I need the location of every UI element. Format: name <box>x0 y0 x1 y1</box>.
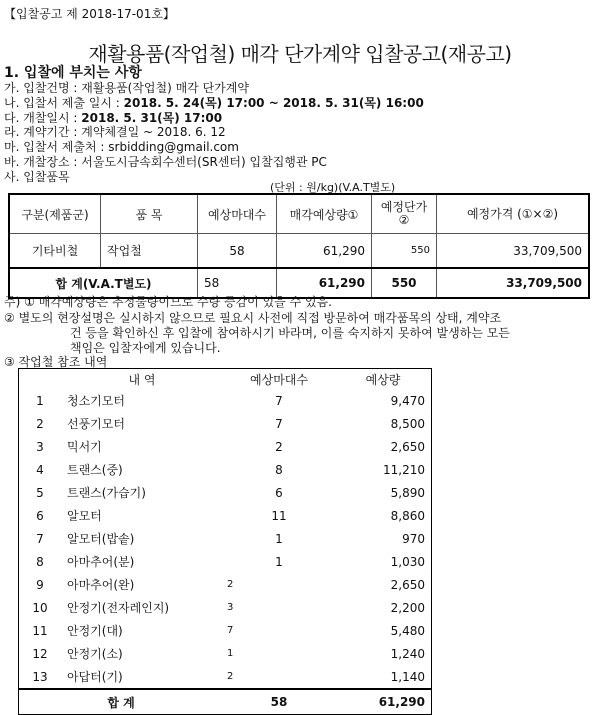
sum-price: 550 <box>372 268 437 298</box>
cell: 4 <box>36 462 44 477</box>
table-header-row <box>19 369 432 390</box>
col-header: 구분(제품군) <box>9 194 101 234</box>
cell: 1,030 <box>390 554 425 569</box>
cell: 8,860 <box>390 508 425 523</box>
col-header: 품 목 <box>101 194 198 234</box>
cell: 8 <box>36 554 44 569</box>
cell: 9 <box>36 577 44 592</box>
col-header: 예상량 <box>365 372 401 387</box>
col-header: 예정가격 (①×②) <box>437 194 590 234</box>
sum-bags: 58 <box>198 268 277 298</box>
col-header: 매각예상량① <box>277 194 372 234</box>
cell: 11 <box>32 623 48 638</box>
cell: 6 <box>36 508 44 523</box>
cell: 58 <box>198 234 277 269</box>
cell: 1 <box>227 648 234 659</box>
cell: 7 <box>227 625 234 636</box>
cell: 2 <box>36 416 44 431</box>
table-row <box>19 665 432 689</box>
cell: 3 <box>227 602 234 613</box>
cell: 3 <box>36 439 44 454</box>
cell: 11 <box>271 508 287 523</box>
cell: 작업철 <box>101 234 198 269</box>
detail-table <box>18 368 432 715</box>
cell: 6 <box>275 485 283 500</box>
cell: 2,650 <box>390 577 425 592</box>
table-row <box>19 412 432 435</box>
sum-bags: 58 <box>223 689 335 715</box>
note-line: 책임은 입찰자에게 있습니다. <box>70 341 221 355</box>
notice-number: 【입찰공고 제 2018-17-01호】 <box>4 7 175 21</box>
table-row <box>19 435 432 458</box>
unit-note: (단위 : 원/kg)(V.A.T별도) <box>270 181 396 194</box>
table-header-row <box>9 194 589 234</box>
cell: 1,140 <box>390 669 425 684</box>
section-heading: 1. 입찰에 부치는 사항 <box>4 65 142 81</box>
cell: 알모터 <box>67 509 102 523</box>
table-row <box>19 527 432 550</box>
cell: 믹서기 <box>67 440 102 454</box>
col-header: 내 역 <box>128 372 156 387</box>
cell: 5,480 <box>390 623 425 638</box>
col-header <box>19 369 62 390</box>
cell: 안정기(전자레인지) <box>67 601 170 615</box>
cell: 아답터(기) <box>67 670 123 684</box>
table-row <box>19 481 432 504</box>
cell: 2,200 <box>390 600 425 615</box>
info-label: 라. 계약기간 : <box>4 125 82 140</box>
info-value: 2018. 5. 24(목) 17:00 ~ 2018. 5. 31(목) 16:00 <box>123 95 424 110</box>
sum-label: 합 계(V.A.T별도) <box>9 268 198 298</box>
info-label: 다. 개찰일시 : <box>4 110 82 125</box>
info-line <box>4 168 70 185</box>
table-row <box>19 458 432 481</box>
info-value: 재활용품(작업철) 매각 단가계약 <box>81 81 249 95</box>
cell: 안정기(대) <box>67 624 123 638</box>
cell: 2 <box>275 439 283 454</box>
cell: 선풍기모터 <box>67 417 125 431</box>
cell: 아마추어(분) <box>67 555 135 569</box>
cell: 트랜스(중) <box>67 463 123 477</box>
table-row <box>19 619 432 642</box>
info-value: 서울도시금속회수센터(SR센터) 입찰집행관 PC <box>81 155 327 169</box>
cell: 8 <box>275 462 283 477</box>
table-row <box>9 234 589 269</box>
cell: 2 <box>227 671 234 682</box>
cell: 5 <box>36 485 44 500</box>
cell: 11,210 <box>383 462 425 477</box>
table-row <box>19 642 432 665</box>
info-label: 바. 개찰장소 : <box>4 155 82 169</box>
cell: 트랜스(가습기) <box>67 486 146 500</box>
cell: 7 <box>275 393 283 408</box>
info-label: 마. 입찰서 제출처 : <box>4 140 109 155</box>
cell: 61,290 <box>277 234 372 269</box>
info-label: 가. 입찰건명 : <box>4 81 82 95</box>
info-value: 2018. 5. 31(목) 17:00 <box>81 110 223 125</box>
info-value: srbidding@gmail.com <box>108 140 239 155</box>
sum-total: 33,709,500 <box>437 268 590 298</box>
cell: 안정기(소) <box>67 647 123 661</box>
table-row <box>19 389 432 412</box>
table-row <box>19 596 432 619</box>
sum-qty: 61,290 <box>335 689 432 715</box>
cell: 2,650 <box>390 439 425 454</box>
col-header: 예상마대수 <box>250 372 308 387</box>
cell: 1 <box>275 531 283 546</box>
col-header: 예상마대수 <box>198 194 277 234</box>
cell: 1 <box>275 554 283 569</box>
cell: 알모터(밥솥) <box>67 532 135 546</box>
cell: 1,240 <box>390 646 425 661</box>
cell: 1 <box>36 393 44 408</box>
col-header: 예정단가 ② <box>372 194 437 234</box>
item-table <box>8 193 590 299</box>
cell: 13 <box>32 669 48 684</box>
info-label: 나. 입찰서 제출 일시 : <box>4 95 124 110</box>
sum-label: 합 계 <box>19 689 224 715</box>
cell: 청소기모터 <box>67 394 125 408</box>
cell: 12 <box>32 646 48 661</box>
table-row <box>19 550 432 573</box>
cell: 8,500 <box>390 416 425 431</box>
table-row <box>19 573 432 596</box>
page-title: 재활용품(작업철) 매각 단가계약 입찰공고(재공고) <box>88 42 512 66</box>
cell: 5,890 <box>390 485 425 500</box>
cell: 7 <box>36 531 44 546</box>
cell: 아마추어(완) <box>67 578 135 592</box>
cell: 33,709,500 <box>437 234 590 269</box>
cell: 10 <box>32 600 48 615</box>
cell: 550 <box>372 234 437 269</box>
info-label: 사. 입찰품목 <box>4 169 70 184</box>
note-line: 주) ① 매각예상량은 추정물량이므로 수량 증감이 있을 수 있음. <box>4 295 332 309</box>
cell: 7 <box>275 416 283 431</box>
note-line: ② 별도의 현장설명은 실시하지 않으므로 필요시 사전에 직접 방문하여 매각품목의 상태, 계약조 <box>4 311 502 325</box>
info-value: 계약체결일 ~ 2018. 6. 12 <box>81 125 226 140</box>
table-row <box>19 504 432 527</box>
note-line: 건 등을 확인하신 후 입찰에 참여하시기 바라며, 이를 숙지하지 못하여 발생하는 모든 <box>70 326 510 340</box>
cell: 9,470 <box>390 393 425 408</box>
cell: 기타비철 <box>9 234 101 269</box>
cell: 2 <box>227 579 234 590</box>
cell: 970 <box>402 531 425 546</box>
note-line: ③ 작업철 참조 내역 <box>4 355 108 369</box>
sum-qty: 61,290 <box>277 268 372 298</box>
